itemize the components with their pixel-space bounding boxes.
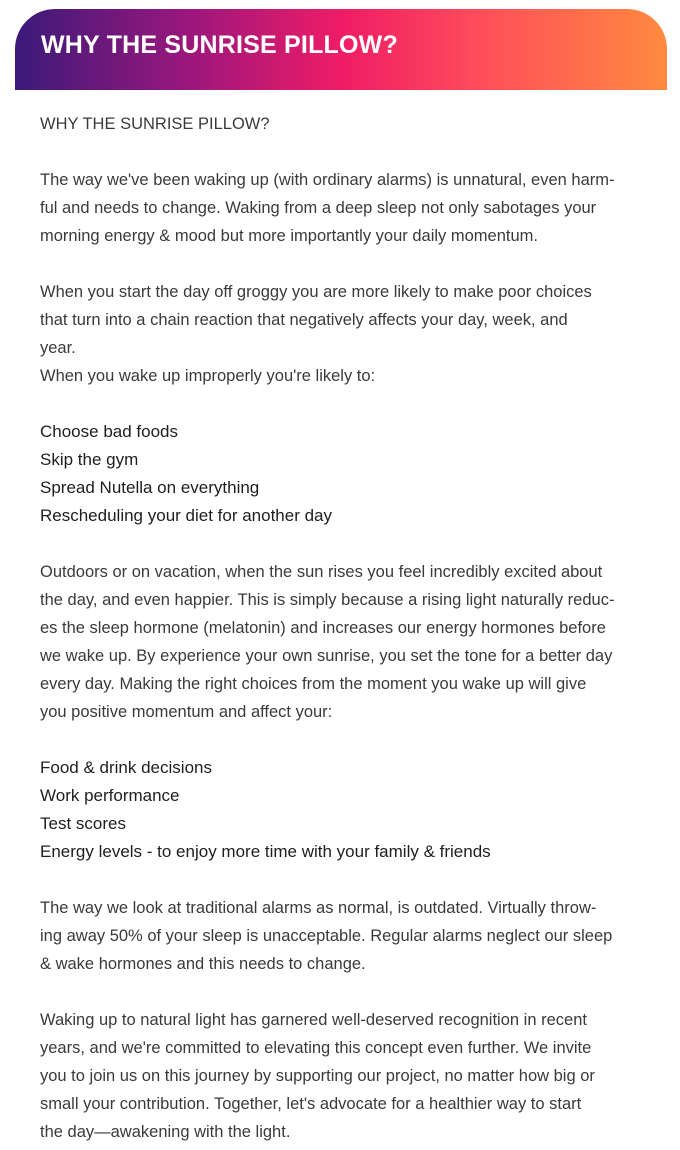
paragraph-line: ful and needs to change. Waking from a deep sleep not only sabotages your xyxy=(40,199,597,217)
paragraph-line: Outdoors or on vacation, when the sun rises you feel incredibly excited about xyxy=(40,563,603,581)
spacer xyxy=(40,978,646,1006)
paragraph-line: When you wake up improperly you're likely to: xyxy=(40,367,376,385)
paragraph-line: When you start the day off groggy you are more likely to make poor choices xyxy=(40,283,592,301)
list-item: Food & drink decisions xyxy=(40,758,212,777)
paragraph-line: & wake hormones and this needs to change. xyxy=(40,955,366,973)
paragraph-line: the day, and even happier. This is simply because a rising light naturally reduc- xyxy=(40,591,615,609)
spacer xyxy=(40,250,646,278)
section-subtitle: WHY THE SUNRISE PILLOW? xyxy=(40,115,270,133)
paragraph-line: the day—awakening with the light. xyxy=(40,1123,291,1141)
list-item: Choose bad foods xyxy=(40,422,178,441)
list-item: Spread Nutella on everything xyxy=(40,478,260,497)
list-item: Skip the gym xyxy=(40,450,139,469)
spacer xyxy=(40,390,646,418)
paragraph-line: ing away 50% of your sleep is unacceptable. Regular alarms neglect our sleep xyxy=(40,927,613,945)
header-banner xyxy=(15,9,667,90)
spacer xyxy=(40,138,646,166)
article-body xyxy=(40,110,646,1146)
paragraph-line: years, and we're committed to elevating this concept even further. We invite xyxy=(40,1039,592,1057)
paragraph-line: morning energy & mood but more importantly your daily momentum. xyxy=(40,227,538,245)
paragraph-line: we wake up. By experience your own sunrise, you set the tone for a better day xyxy=(40,647,613,665)
list-item: Energy levels - to enjoy more time with your family & friends xyxy=(40,842,491,861)
paragraph-line: year. xyxy=(40,339,76,357)
paragraph-line: every day. Making the right choices from the moment you wake up will give xyxy=(40,675,587,693)
paragraph-line: The way we look at traditional alarms as normal, is outdated. Virtually throw- xyxy=(40,899,597,917)
paragraph-line: you positive momentum and affect your: xyxy=(40,703,333,721)
paragraph-line: small your contribution. Together, let's advocate for a healthier way to start xyxy=(40,1095,582,1113)
list-item: Rescheduling your diet for another day xyxy=(40,506,333,525)
paragraph-line: that turn into a chain reaction that negatively affects your day, week, and xyxy=(40,311,568,329)
page-title: WHY THE SUNRISE PILLOW? xyxy=(41,31,398,59)
list-item: Work performance xyxy=(40,786,180,805)
paragraph-line: The way we've been waking up (with ordinary alarms) is unnatural, even harm- xyxy=(40,171,615,189)
spacer xyxy=(40,530,646,558)
paragraph-line: Waking up to natural light has garnered well-deserved recognition in recent xyxy=(40,1011,587,1029)
paragraph-line: you to join us on this journey by supporting our project, no matter how big or xyxy=(40,1067,595,1085)
list-item: Test scores xyxy=(40,814,126,833)
spacer xyxy=(40,726,646,754)
spacer xyxy=(40,866,646,894)
paragraph-line: es the sleep hormone (melatonin) and increases our energy hormones before xyxy=(40,619,606,637)
